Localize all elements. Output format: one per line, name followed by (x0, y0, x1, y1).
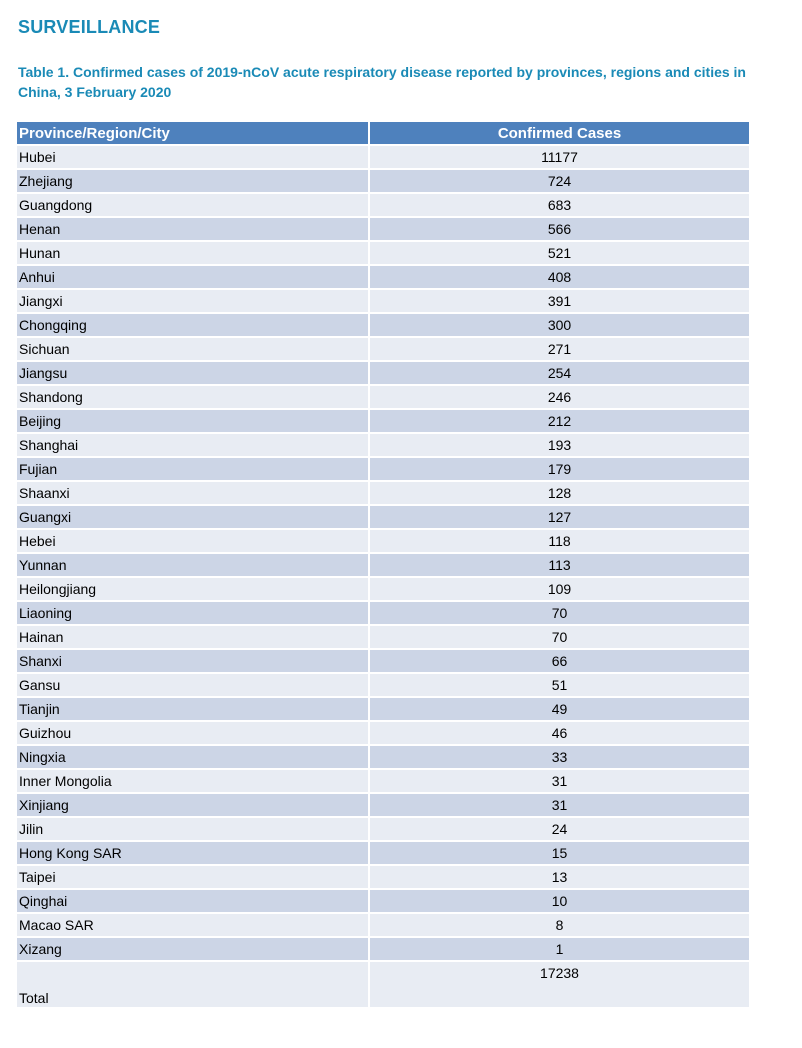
province-name: Ningxia (17, 745, 369, 769)
province-name: Hong Kong SAR (17, 841, 369, 865)
confirmed-cases-value: 11177 (369, 145, 749, 169)
confirmed-cases-value: 33 (369, 745, 749, 769)
table-row (17, 289, 749, 313)
confirmed-cases-value: 13 (369, 865, 749, 889)
province-name: Anhui (17, 265, 369, 289)
confirmed-cases-value: 31 (369, 769, 749, 793)
province-name: Jiangsu (17, 361, 369, 385)
province-name: Yunnan (17, 553, 369, 577)
province-name: Hebei (17, 529, 369, 553)
province-name: Xinjiang (17, 793, 369, 817)
confirmed-cases-value: 179 (369, 457, 749, 481)
total-label: Total (17, 961, 369, 1008)
total-row (17, 961, 749, 1008)
table-row (17, 841, 749, 865)
table-row (17, 217, 749, 241)
confirmed-cases-value: 300 (369, 313, 749, 337)
table-row (17, 937, 749, 961)
table-body (17, 145, 749, 1008)
province-name: Hubei (17, 145, 369, 169)
confirmed-cases-value: 683 (369, 193, 749, 217)
province-name: Shanxi (17, 649, 369, 673)
province-name: Chongqing (17, 313, 369, 337)
header-province: Province/Region/City (17, 122, 369, 145)
table-row (17, 913, 749, 937)
confirmed-cases-value: 31 (369, 793, 749, 817)
province-name: Beijing (17, 409, 369, 433)
province-name: Taipei (17, 865, 369, 889)
table-row (17, 457, 749, 481)
province-name: Macao SAR (17, 913, 369, 937)
table-row (17, 361, 749, 385)
table-row (17, 577, 749, 601)
section-heading: SURVEILLANCE (18, 17, 161, 37)
table-caption: Table 1. Confirmed cases of 2019-nCoV acute respiratory disease reported by provinces, regions and cities in China, 3 February 2020 (18, 64, 746, 100)
table-row (17, 865, 749, 889)
province-name: Jiangxi (17, 289, 369, 313)
province-name: Jilin (17, 817, 369, 841)
confirmed-cases-value: 10 (369, 889, 749, 913)
province-name: Zhejiang (17, 169, 369, 193)
confirmed-cases-value: 271 (369, 337, 749, 361)
province-name: Heilongjiang (17, 577, 369, 601)
confirmed-cases-value: 127 (369, 505, 749, 529)
province-name: Shandong (17, 385, 369, 409)
table-row (17, 313, 749, 337)
table-row (17, 505, 749, 529)
table-header-row (17, 122, 749, 145)
table-row (17, 817, 749, 841)
confirmed-cases-value: 24 (369, 817, 749, 841)
province-name: Guangdong (17, 193, 369, 217)
table-row (17, 601, 749, 625)
table-row (17, 649, 749, 673)
province-name: Liaoning (17, 601, 369, 625)
confirmed-cases-value: 113 (369, 553, 749, 577)
table-row (17, 265, 749, 289)
confirmed-cases-value: 193 (369, 433, 749, 457)
province-name: Sichuan (17, 337, 369, 361)
confirmed-cases-value: 118 (369, 529, 749, 553)
confirmed-cases-value: 1 (369, 937, 749, 961)
table-row (17, 793, 749, 817)
confirmed-cases-value: 51 (369, 673, 749, 697)
province-name: Tianjin (17, 697, 369, 721)
table-row (17, 409, 749, 433)
confirmed-cases-value: 46 (369, 721, 749, 745)
confirmed-cases-value: 128 (369, 481, 749, 505)
table-row (17, 433, 749, 457)
province-name: Hainan (17, 625, 369, 649)
province-name: Guizhou (17, 721, 369, 745)
province-name: Xizang (17, 937, 369, 961)
province-name: Henan (17, 217, 369, 241)
cases-table-container (17, 122, 749, 1009)
province-name: Shaanxi (17, 481, 369, 505)
table-row (17, 769, 749, 793)
table-row (17, 193, 749, 217)
table-row (17, 745, 749, 769)
table-row (17, 337, 749, 361)
confirmed-cases-value: 15 (369, 841, 749, 865)
confirmed-cases-value: 8 (369, 913, 749, 937)
table-row (17, 721, 749, 745)
table-row (17, 481, 749, 505)
confirmed-cases-value: 246 (369, 385, 749, 409)
confirmed-cases-value: 49 (369, 697, 749, 721)
province-name: Gansu (17, 673, 369, 697)
table-row (17, 241, 749, 265)
confirmed-cases-value: 212 (369, 409, 749, 433)
table-row (17, 169, 749, 193)
province-name: Inner Mongolia (17, 769, 369, 793)
province-name: Qinghai (17, 889, 369, 913)
table-row (17, 697, 749, 721)
confirmed-cases-value: 70 (369, 601, 749, 625)
confirmed-cases-value: 66 (369, 649, 749, 673)
confirmed-cases-value: 391 (369, 289, 749, 313)
province-name: Guangxi (17, 505, 369, 529)
header-confirmed-cases: Confirmed Cases (369, 122, 749, 145)
table-row (17, 385, 749, 409)
table-row (17, 553, 749, 577)
confirmed-cases-value: 566 (369, 217, 749, 241)
province-name: Fujian (17, 457, 369, 481)
confirmed-cases-value: 109 (369, 577, 749, 601)
confirmed-cases-value: 70 (369, 625, 749, 649)
confirmed-cases-value: 408 (369, 265, 749, 289)
table-row (17, 889, 749, 913)
table-row (17, 145, 749, 169)
cases-table (17, 122, 749, 1009)
confirmed-cases-value: 254 (369, 361, 749, 385)
confirmed-cases-value: 521 (369, 241, 749, 265)
table-row (17, 673, 749, 697)
table-row (17, 625, 749, 649)
province-name: Shanghai (17, 433, 369, 457)
total-value: 17238 (369, 961, 749, 1008)
confirmed-cases-value: 724 (369, 169, 749, 193)
province-name: Hunan (17, 241, 369, 265)
table-row (17, 529, 749, 553)
